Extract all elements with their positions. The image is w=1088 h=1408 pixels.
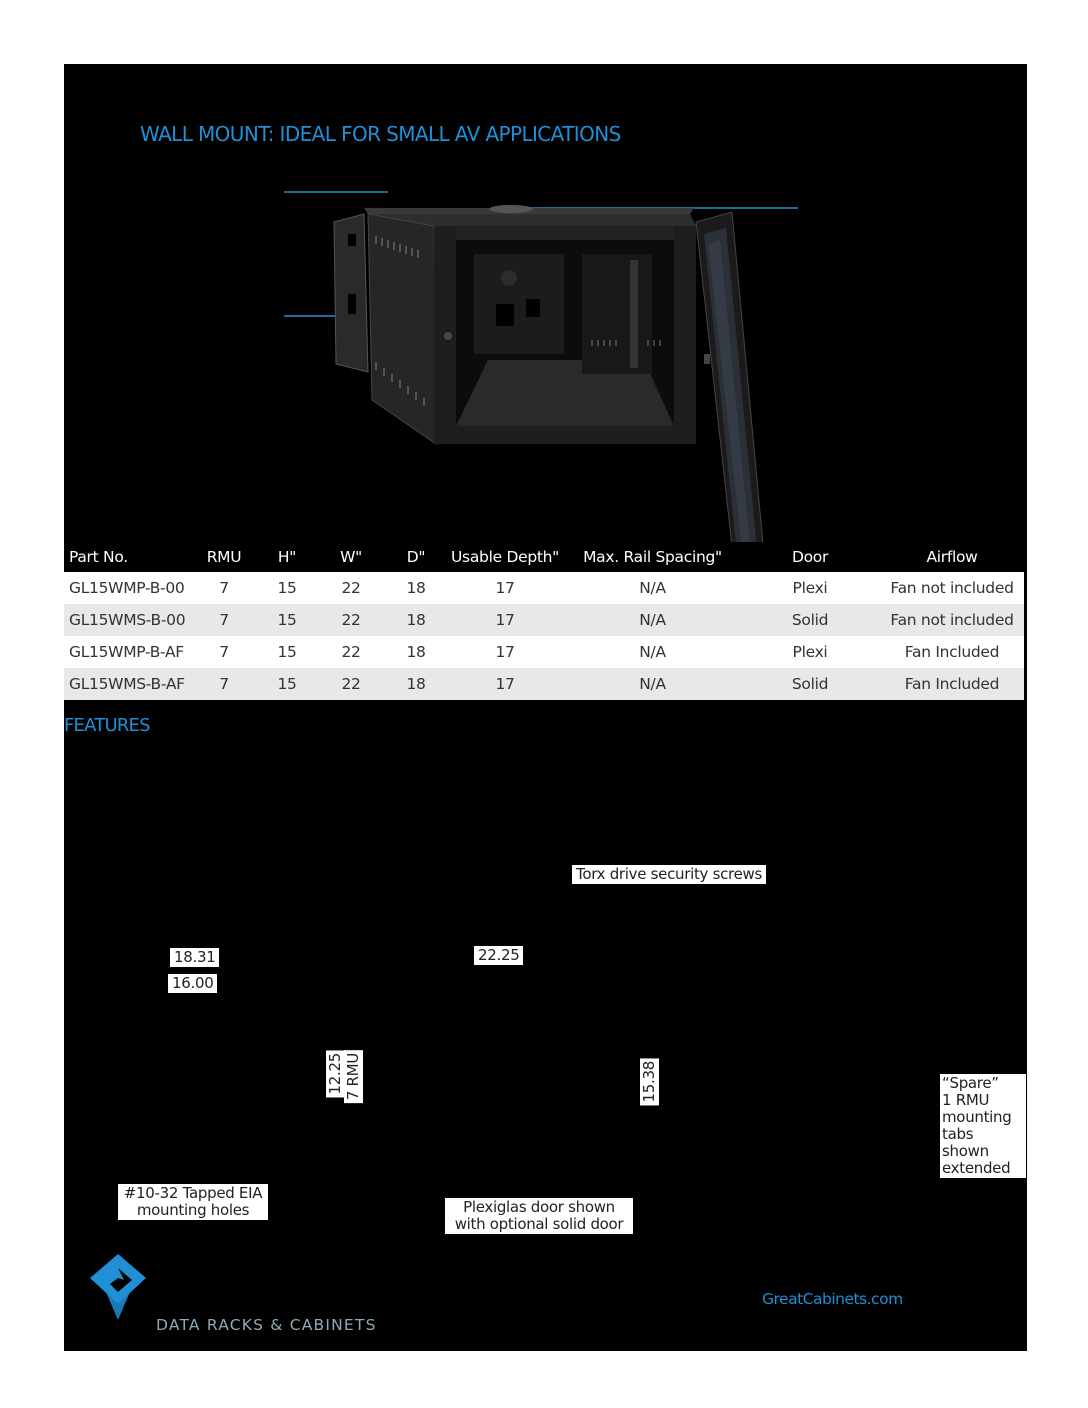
cell-rail-spacing: N/A [565,604,740,636]
table-row [64,604,1024,636]
spare-line-1: “Spare” [942,1074,999,1092]
plexi-line-1: Plexiglas door shown [463,1198,615,1216]
cell-height: 15 [259,636,315,668]
col-width: W" [315,542,387,572]
table-row [64,668,1024,700]
cell-part: GL15WMS-B-00 [64,604,189,636]
spare-line-3: mounting [942,1108,1012,1126]
table-row [64,572,1024,604]
dimension-15-38: 15.38 [640,1058,659,1105]
website-link[interactable]: GreatCabinets.com [762,1290,903,1308]
col-rmu: RMU [189,542,259,572]
cell-part: GL15WMP-B-00 [64,572,189,604]
table-row [64,636,1024,668]
cell-usable-depth: 17 [445,572,565,604]
cell-height: 15 [259,572,315,604]
cell-usable-depth: 17 [445,636,565,668]
cell-depth: 18 [387,668,445,700]
dimension-18-31: 18.31 [170,948,219,967]
cell-door: Plexi [740,636,880,668]
tapped-line-2: mounting holes [136,1201,250,1219]
cell-rmu: 7 [189,668,259,700]
brand-tagline: DATA RACKS & CABINETS [156,1316,377,1334]
page-title: WALL MOUNT: IDEAL FOR SMALL AV APPLICATIONS [140,122,621,146]
cell-rail-spacing: N/A [565,636,740,668]
spare-line-4: tabs [942,1125,974,1143]
cell-door: Solid [740,668,880,700]
cell-rmu: 7 [189,604,259,636]
cell-height: 15 [259,604,315,636]
cell-depth: 18 [387,604,445,636]
callout-plexiglas-door [445,1198,633,1234]
cell-width: 22 [315,572,387,604]
callout-tapped-holes [118,1184,268,1220]
spare-line-6: extended [942,1159,1011,1177]
cell-usable-depth: 17 [445,668,565,700]
callout-torx-screws: Torx drive security screws [572,865,766,884]
brand-logo-icon [88,1254,148,1320]
cell-depth: 18 [387,636,445,668]
cell-door: Plexi [740,572,880,604]
cell-airflow: Fan Included [880,668,1024,700]
datasheet-page [64,64,1027,1351]
cell-rmu: 7 [189,572,259,604]
dimension-16-00: 16.00 [168,974,217,993]
col-usable-depth: Usable Depth" [445,542,565,572]
cell-rmu: 7 [189,636,259,668]
spare-line-2: 1 RMU [942,1091,990,1109]
col-door: Door [740,542,880,572]
cell-width: 22 [315,604,387,636]
cell-rail-spacing: N/A [565,572,740,604]
features-heading: FEATURES [64,715,150,736]
cell-airflow: Fan Included [880,636,1024,668]
tapped-line-1: #10-32 Tapped EIA [123,1184,263,1202]
cell-airflow: Fan not included [880,604,1024,636]
cabinet-product-image [264,164,824,584]
cell-width: 22 [315,636,387,668]
col-airflow: Airflow [880,542,1024,572]
cell-part: GL15WMS-B-AF [64,668,189,700]
dimension-12-25: 12.25 [326,1050,345,1097]
cell-width: 22 [315,668,387,700]
col-depth: D" [387,542,445,572]
col-part-no: Part No. [64,542,189,572]
cell-height: 15 [259,668,315,700]
cell-airflow: Fan not included [880,572,1024,604]
plexi-line-2: with optional solid door [454,1215,624,1233]
table-header-row [64,542,1024,572]
cell-depth: 18 [387,572,445,604]
dimension-7-rmu: 7 RMU [344,1050,363,1103]
spare-line-5: shown [942,1142,989,1160]
spec-table [64,542,1024,700]
cell-door: Solid [740,604,880,636]
callout-spare-tabs [940,1074,1026,1178]
cell-rail-spacing: N/A [565,668,740,700]
dimension-22-25: 22.25 [474,946,523,965]
col-rail-spacing: Max. Rail Spacing" [565,542,740,572]
cell-part: GL15WMP-B-AF [64,636,189,668]
col-height: H" [259,542,315,572]
cell-usable-depth: 17 [445,604,565,636]
